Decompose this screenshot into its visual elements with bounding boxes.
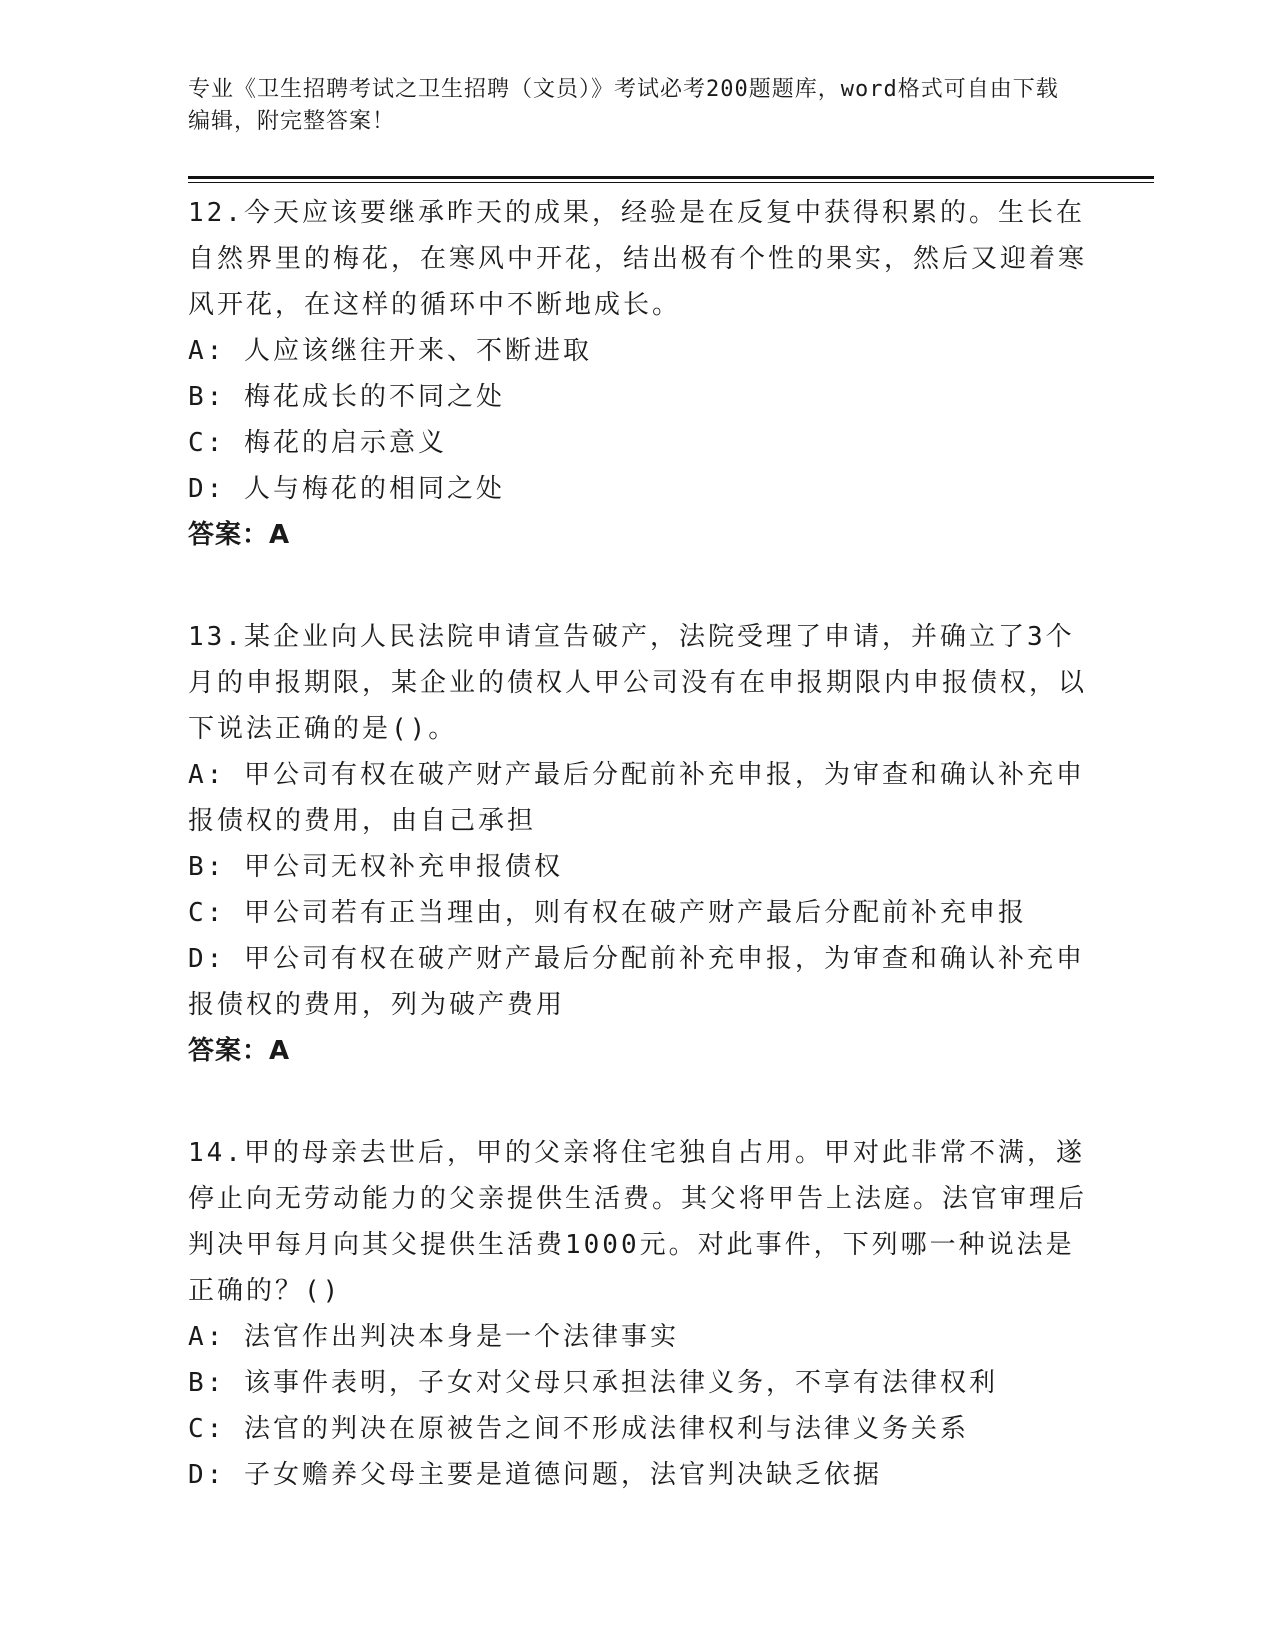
option-text: 梅花成长的不同之处 [243, 382, 505, 412]
option-c [188, 420, 1088, 466]
option-key: B: [188, 852, 244, 882]
option-a [188, 328, 1088, 374]
question-stem: 14.甲的母亲去世后，甲的父亲将住宅独自占用。甲对此非常不满，遂停止向无劳动能力的父亲提供生活费。其父将甲告上法庭。法官审理后判决甲每月向其父提供生活费1000元。对此事件，下列哪一种说法是正确的？() [188, 1138, 1088, 1306]
option-text: 人与梅花的相同之处 [243, 474, 505, 504]
option-c [188, 1406, 1088, 1452]
option-text: 法官的判决在原被告之间不形成法律权利与法律义务关系 [243, 1414, 969, 1444]
option-key: A: [188, 760, 244, 790]
option-text: 甲公司有权在破产财产最后分配前补充申报，为审查和确认补充申报债权的费用，由自己承担 [188, 760, 1085, 836]
option-text: 子女赡养父母主要是道德问题，法官判决缺乏依据 [243, 1460, 882, 1490]
option-key: B: [188, 382, 244, 412]
answer-line: 答案：A [188, 1036, 291, 1066]
question-stem: 13.某企业向人民法院申请宣告破产，法院受理了申请，并确立了3个月的申报期限，某企业的债权人甲公司没有在申报期限内申报债权，以下说法正确的是()。 [188, 622, 1088, 744]
option-text: 梅花的启示意义 [243, 428, 447, 458]
option-key: C: [188, 898, 244, 928]
option-key: B: [188, 1368, 244, 1398]
question-13 [188, 614, 1088, 1074]
option-text: 人应该继往开来、不断进取 [243, 336, 592, 366]
question-12 [188, 190, 1088, 558]
option-key: A: [188, 1322, 244, 1352]
option-key: D: [188, 944, 244, 974]
option-text: 法官作出判决本身是一个法律事实 [243, 1322, 679, 1352]
option-text: 甲公司有权在破产财产最后分配前补充申报，为审查和确认补充申报债权的费用，列为破产费用 [188, 944, 1085, 1020]
option-b [188, 374, 1088, 420]
option-text: 甲公司若有正当理由，则有权在破产财产最后分配前补充申报 [243, 898, 1027, 928]
question-list [188, 190, 1088, 1554]
option-c [188, 890, 1088, 936]
header-rule-thin [188, 182, 1154, 183]
option-a [188, 752, 1088, 844]
option-a [188, 1314, 1088, 1360]
document-header: 专业《卫生招聘考试之卫生招聘（文员）》考试必考200题题库，word格式可自由下载编辑，附完整答案！ [188, 77, 1059, 134]
header-rule-thick [188, 176, 1154, 179]
option-key: D: [188, 474, 244, 504]
option-key: C: [188, 428, 244, 458]
option-d [188, 466, 1088, 512]
answer-line: 答案：A [188, 520, 291, 550]
option-d [188, 936, 1088, 1028]
option-text: 该事件表明，子女对父母只承担法律义务，不享有法律权利 [243, 1368, 998, 1398]
option-b [188, 1360, 1088, 1406]
question-14 [188, 1130, 1088, 1498]
option-key: C: [188, 1414, 244, 1444]
option-d [188, 1452, 1088, 1498]
question-stem: 12.今天应该要继承昨天的成果，经验是在反复中获得积累的。生长在自然界里的梅花，在寒风中开花，结出极有个性的果实，然后又迎着寒风开花，在这样的循环中不断地成长。 [188, 198, 1088, 320]
option-key: D: [188, 1460, 244, 1490]
option-text: 甲公司无权补充申报债权 [243, 852, 563, 882]
option-key: A: [188, 336, 244, 366]
option-b [188, 844, 1088, 890]
